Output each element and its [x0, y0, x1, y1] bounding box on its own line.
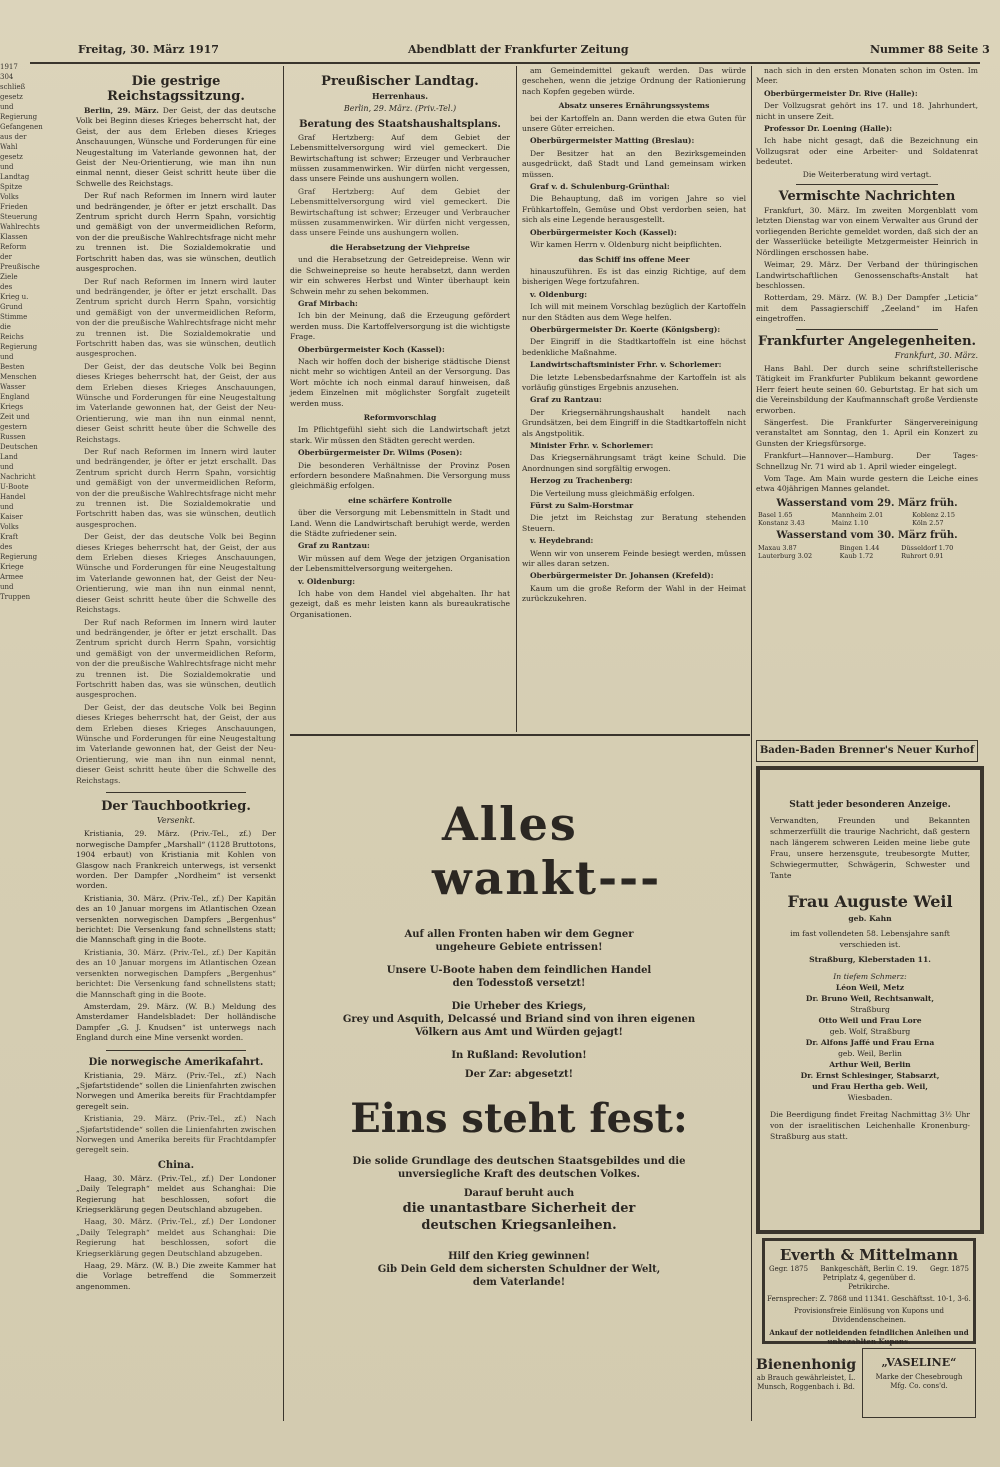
column-news — [756, 66, 978, 730]
article-paragraph: Weimar, 29. März. Der Verband der thüringischen Landwirtschaftlichen Genossenschafts-Anstalt hat beschlossen. — [756, 260, 978, 290]
article-paragraph: Der Ruf nach Reformen im Innern wird lauter und bedrängender, je öfter er jetzt erschallt. Das Zentrum spricht durch Herrn Spahn, vorsichtig und gemäßigt von der unvermeidlichen Reform, von der die preußische Wahlrechtsfrage nicht mehr zu trennen ist. Die Sozialdemokratie und Fortschritt haben das, was sie wünschen, deutlich ausgesprochen. — [76, 447, 276, 529]
article-title-reichstag: Die gestrige Reichstagssitzung. — [107, 74, 245, 104]
founded-label: Gegr. 1875 — [929, 1265, 969, 1273]
mourner: Dr. Alfons Jaffé und Frau Erna — [805, 1038, 935, 1047]
section-heading: Absatz unseres Ernährungssystems — [558, 101, 710, 111]
article-paragraph: Der Geist, der das deutsche Volk bei Beginn dieses Krieges beherrscht hat, der Geist, der aus dem Erleben dieses Krieges Anschauungen, Wünsche und Forderungen für eine Neugestaltung im Vaterlande gewonnen hat, der Geist der Neu-Orientierung, wie man ihn nun einmal nennt, dieser Geist schritt heute über die Schwelle des Reichstags. — [76, 106, 276, 188]
ad-line: Die solide Grundlage des deutschen Staatsgebildes und die — [352, 1156, 686, 1167]
article-paragraph: Nach wir hoffen doch der bisherige städtische Dienst nicht mehr so wichtigen Anteil an der Versorgung. Das Wort möchte ich noch einmal darauf hinweisen, daß jedem Einzelnen mit möglichster Sorgfalt zugeteilt werden muss. — [290, 356, 510, 408]
table-cell: Kaub 1.72 — [839, 551, 874, 560]
article-paragraph: nach sich in den ersten Monaten schon im Osten. Im Meer. — [756, 66, 978, 86]
ad-line: unversiegliche Kraft des deutschen Volkes. — [398, 1169, 640, 1180]
article-paragraph: Wir müssen auf dem Wege der jetzigen Organisation der Lebensmittelversorgung weitergehen. — [290, 553, 510, 574]
honey-advertisement — [756, 1346, 856, 1418]
water-level-title: Wasserstand vom 29. März früh. — [776, 497, 958, 509]
divider — [106, 1050, 246, 1051]
article-paragraph: Haag, 30. März. (Priv.-Tel., zf.) Der Londoner „Daily Telegraph“ meldet aus Schanghai: Die Regierung hat beschlossen, sofort die Kriegserklärung gegen Deutschland abzugeben. — [76, 1173, 276, 1214]
water-level-table — [756, 544, 978, 560]
mourner: geb. Wolf, Straßburg — [829, 1027, 911, 1036]
ad-line: In Rußland: Revolution! — [451, 1050, 587, 1061]
ad-line: Völkern aus Amt und Würden gejagt! — [415, 1027, 623, 1038]
article-title-tauchboot: Der Tauchbootkrieg. — [101, 799, 251, 814]
table-row — [756, 511, 978, 519]
bank-contact: Fernsprecher: Z. 7868 und 11341. Geschäftsst. 10-1, 3-6. — [767, 1295, 971, 1303]
speaker: Oberbürgermeister Dr. Johansen (Krefeld): — [530, 571, 714, 581]
mourner: Arthur Weil, Berlin — [829, 1060, 911, 1069]
article-paragraph: Kristiania, 29. März. (Priv.-Tel., zf.) Der norwegische Dampfer „Marshall“ (1128 Bruttotons, 1904 erbaut) von Kristiania mit Kohlen von Glasgow nach Frankreich unterwegs, ist versenkt worden. Der Dampfer „Nordheim“ ist versenkt worden. — [76, 829, 276, 891]
dateline: Frankfurt, 30. März. — [894, 350, 978, 360]
speaker: Oberbürgermeister Dr. Wilms (Posen): — [298, 448, 463, 458]
article-paragraph: Haag, 30. März. (Priv.-Tel., zf.) Der Londoner „Daily Telegraph“ meldet aus Schanghai: Die Regierung hat beschlossen, sofort die Kriegserklärung gegen Deutschland abzugeben. — [76, 1217, 276, 1258]
death-notice — [756, 766, 984, 1234]
speaker: v. Oldenburg: — [530, 289, 588, 299]
speaker: v. Oldenburg: — [298, 576, 356, 586]
article-paragraph: Ich will mit meinem Vorschlag bezüglich der Kartoffeln nur den Städten aus dem Wege helfen. — [522, 302, 746, 322]
article-paragraph: Ich bin der Meinung, daß die Erzeugung gefördert werden muss. Die Kartoffelversorgung ist die wichtigste Frage. — [290, 311, 510, 342]
article-paragraph: Der Besitzer hat an den Bezirksgemeinden ausgedrückt, daß Stadt und Land gemeinsam wirken müssen. — [522, 148, 746, 179]
table-cell: Mannheim 2.01 — [831, 511, 884, 520]
article-paragraph: und die Herabsetzung der Getreidepreise. Wenn wir die Schweinepreise so heute herabsetzt, dann werden wir ein schweres Herbst und Winter überhaupt kein Schwein mehr zu sehen bekommen. — [290, 255, 510, 296]
notice-mourning: In tiefem Schmerz: — [833, 972, 907, 981]
article-paragraph: Graf Hertzberg: Auf dem Gebiet der Lebensmittelversorgung wird viel gemeckert. Die Bewirtschaftung ist schwer; Erzeuger und Verbraucher müssen zusammenwirken. Wir dürfen nicht vergessen, dass unsere Feinde uns aushungern wollen. — [290, 186, 510, 238]
ad-line: Unsere U-Boote haben dem feindlichen Handel — [386, 965, 652, 976]
mourner: Dr. Bruno Weil, Rechtsanwalt, — [805, 994, 935, 1003]
notice-place: Straßburg, Kleberstaden 11. — [809, 955, 931, 964]
article-paragraph: Sängerfest. Die Frankfurter Sängervereinigung veranstaltet am Sonntag, den 1. April ein Konzert zu Gunsten der Kriegsfürsorge. — [756, 417, 978, 448]
article-paragraph: Wir kamen Herrn v. Oldenburg nicht beipflichten. — [530, 240, 722, 250]
ad-headline-alles: Alles — [442, 797, 578, 851]
article-subtitle: Versenkt. — [156, 816, 196, 825]
article-paragraph: Die besonderen Verhältnisse der Provinz Posen erfordern besondere Maßnahmen. Die Versorgung muss gleichmäßig erfolgen. — [290, 460, 510, 491]
section-heading: das Schiff ins offene Meer — [578, 254, 690, 264]
article-paragraph: Das Kriegsernährungsamt trägt keine Schuld. Die Anordnungen sind sorgfältig erwogen. — [522, 453, 746, 473]
speaker: Oberbürgermeister Koch (Kassel): — [530, 227, 677, 237]
article-paragraph: Kristiania, 30. März. (Priv.-Tel., zf.) Der Kapitän des an 10 Januar morgens im Atlantischen Ozean versenkten norwegischen Dampfers „Bergenhus“ berichtet: Die Versenkung fand schnellstens statt; die Mannschaft ging in die Boote. — [76, 947, 276, 999]
article-paragraph: Vom Tage. Am Main wurde gestern die Leiche eines etwa 40jährigen Mannes gelandet. — [756, 474, 978, 494]
article-paragraph: Graf Hertzberg: Auf dem Gebiet der Lebensmittelversorgung wird viel gemeckert. Die Bewirtschaftung ist schwer; Erzeuger und Verbraucher müssen zusammenwirken. Wir dürfen nicht vergessen, dass unsere Feinde uns aushungern wollen. — [290, 132, 510, 184]
table-cell: Mainz 1.10 — [831, 519, 869, 528]
speaker: Landwirtschaftsminister Frhr. v. Schorlemer: — [530, 360, 722, 370]
header-date: Freitag, 30. März 1917 — [78, 43, 219, 56]
kurhof-text: Baden-Baden Brenner's Neuer Kurhof — [759, 745, 975, 756]
article-paragraph: Wenn wir von unserem Feinde besiegt werden, müssen wir alles daran setzen. — [522, 548, 746, 569]
article-subtitle-herrenhaus: Herrenhaus. — [371, 91, 429, 101]
article-paragraph: am Gemeindemittel gekauft werden. Das würde geschehen, wenn die jetzige Ordnung der Rationierung nach Kopfen gegeben würde. — [522, 66, 746, 96]
speaker: v. Heydebrand: — [530, 536, 594, 546]
water-level-table — [756, 511, 978, 527]
everth-mittelmann-advertisement — [762, 1238, 976, 1344]
article-paragraph: Der Geist, der das deutsche Volk bei Beginn dieses Krieges beherrscht hat, der Geist, der aus dem Erleben dieses Krieges Anschauungen, Wünsche und Forderungen für eine Neugestaltung im Vaterlande gewonnen hat, der Geist der Neu-Orientierung, wie man ihn nun einmal nennt, dieser Geist schritt heute über die Schwelle des Reichstags. — [76, 702, 276, 785]
ad-line: die unantastbare Sicherheit der — [402, 1201, 636, 1216]
column-landtag — [290, 70, 510, 730]
ad-line: Gib Dein Geld dem sichersten Schuldner der Welt, — [377, 1264, 661, 1275]
article-paragraph: Frankfurt, 30. März. Im zweiten Morgenblatt vom letzten Dienstag war von einem Verwalter aus Grund der vorliegenden Berichte gemeldet worden, daß sich der an der Wasserlücke beteiligte Metzgermeister Heinrich in Nördlingen erschossen habe. — [756, 206, 978, 257]
divider — [106, 792, 246, 793]
article-paragraph: Frankfurt—Hannover—Hamburg. Der Tages-Schnellzug Nr. 71 wird ab 1. April wieder eingelegt. — [756, 451, 978, 471]
page-header — [0, 40, 1000, 62]
article-paragraph: Der Ruf nach Reformen im Innern wird lauter und bedrängender, je öfter er jetzt erschallt. Das Zentrum spricht durch Herrn Spahn, vorsichtig und gemäßigt von der unvermeidlichen Reform, von der die preußische Wahlrechtsfrage nicht mehr zu trennen ist. Die Sozialdemokratie und Fortschritt haben das, was sie wünschen, deutlich ausgesprochen. — [76, 191, 276, 274]
table-cell: Basel 1.65 — [758, 511, 793, 520]
ad-line: dem Vaterlande! — [472, 1277, 566, 1288]
notice-intro: Statt jeder besonderen Anzeige. — [789, 800, 951, 810]
article-title-vermischte: Vermischte Nachrichten — [778, 189, 956, 205]
ad-line: ungeheure Gebiete entrissen! — [435, 942, 603, 953]
article-paragraph: Im Pflichtgefühl sieht sich die Landwirtschaft jetzt stark. Wir müssen den Städten gerecht werden. — [290, 425, 510, 445]
speaker: Minister Frhr. v. Schorlemer: — [530, 441, 654, 450]
mourner: Dr. Ernst Schlesinger, Stabsarzt, — [800, 1071, 940, 1080]
section-heading: eine schärfere Kontrolle — [348, 495, 452, 505]
article-paragraph: Amsterdam, 29. März. (W. B.) Meldung des Amsterdamer Handelsbladet: Der holländische Dampfer „G. J. Knudsen“ ist unterwegs nach England durch eine Mine versenkt worden. — [76, 1001, 276, 1043]
speaker: Fürst zu Salm-Horstmar — [530, 501, 634, 511]
speaker: Oberbürgermeister Matting (Breslau): — [530, 136, 695, 146]
war-loan-advertisement — [292, 740, 746, 1420]
mourner: Wiesbaden. — [847, 1093, 893, 1102]
table-cell: Ruhrort 0.91 — [901, 551, 944, 560]
article-paragraph: Der Ruf nach Reformen im Innern wird lauter und bedrängender, je öfter er jetzt erschallt. Das Zentrum spricht durch Herrn Spahn, vorsichtig und gemäßigt von der unvermeidlichen Reform, von der die preußische Wahlrechtsfrage nicht mehr zu trennen ist. Die Sozialdemokratie und Fortschritt haben das, was sie wünschen, deutlich ausgesprochen. — [76, 617, 276, 700]
table-cell: Düsseldorf 1.70 — [901, 543, 954, 552]
deceased-name: Frau Auguste Weil — [787, 892, 953, 911]
article-paragraph: Ich habe nicht gesagt, daß die Bezeichnung ein Vollzugsrat oder eine Arbeiter- und Soldatenrat bedeutet. — [756, 136, 978, 167]
speaker: Herzog zu Trachenberg: — [530, 476, 633, 486]
article-paragraph: Die letzte Lebensbedarfsnahme der Kartoffeln ist als vorläufig günstiges Ergebnis anzusehen. — [522, 372, 746, 392]
article-paragraph: Rotterdam, 29. März. (W. B.) Der Dampfer „Leticia“ mit dem Passagierschiff „Zeeland“ im Hafen eingetroffen. — [756, 293, 978, 324]
section-heading: Beratung des Staatshaushaltsplans. — [299, 118, 501, 130]
table-cell: Konstanz 3.43 — [758, 519, 805, 528]
speaker: Oberbürgermeister Dr. Rive (Halle): — [764, 88, 918, 98]
section-heading: die Herabsetzung der Viehpreise — [330, 242, 470, 252]
vaseline-title: „VASELINE“ — [881, 1356, 957, 1369]
bank-address: Bankgeschäft, Berlin C. 19. Petriplatz 4, gegenüber d. Petrikirche. — [820, 1265, 918, 1291]
mourner: Otto Weil und Frau Lore — [818, 1016, 922, 1025]
column-landtag-continued — [522, 66, 746, 730]
honey-title: Bienenhonig — [756, 1357, 857, 1373]
notice-text: im fast vollendeten 58. Lebensjahre sanft verschieden ist. — [790, 929, 950, 949]
article-paragraph: über die Versorgung mit Lebensmitteln in Stadt und Land. Wenn die Landwirtschaft beruhigt werde, werden die Städte zufriedener sein. — [290, 508, 510, 539]
speaker: Graf zu Rantzau: — [298, 541, 370, 551]
notice-text: Verwandten, Freunden und Bekannten schmerzerfüllt die traurige Nachricht, daß gestern nach längerem schweren Leiden meine liebe gute Frau, unsere herzensgute, treubesorgte Mutter, Schwiegermutter, Schwägerin, Schwester und Tante — [770, 816, 970, 880]
column-divider-1 — [283, 66, 284, 1421]
ad-line: den Todesstoß versetzt! — [452, 978, 586, 989]
ad-line: Auf allen Fronten haben wir dem Gegner — [404, 929, 634, 940]
article-paragraph: Die jetzt im Reichstag zur Beratung stehenden Steuern. — [522, 513, 746, 533]
edge-text: 1917 304 schließ gesetz und Regierung Gefangenen aus der Wahl gesetz und Landtag Spitze Volks Frieden Steuerung Wahlrechts Klassen Reform der Preußische Ziele des Krieg u. Grund Stimme die Reichs Regierung und Besten Menschen Wasser England Kriegs Zeit und gestern Russen Deutschen Land und Nachricht U-Boote Handel und Kaiser Volks Kraft des Regierung Kriege Armee und Truppen — [0, 63, 43, 601]
mourner: und Frau Hertha geb. Weil, — [812, 1082, 928, 1091]
table-row — [756, 544, 978, 552]
header-rule — [30, 62, 980, 64]
ad-headline-wankt: wankt--- — [432, 851, 662, 905]
ad-line: Der Zar: abgesetzt! — [464, 1069, 574, 1080]
table-cell: Lauterburg 3.02 — [758, 551, 813, 560]
table-row — [756, 519, 978, 527]
bank-service: Provisionsfreie Einlösung von Kupons und Dividendenscheinen. — [794, 1307, 944, 1324]
vaseline-advertisement — [862, 1348, 976, 1418]
article-paragraph: Kristiania, 30. März. (Priv.-Tel., zf.) Der Kapitän des an 10 Januar morgens im Atlantischen Ozean versenkten norwegischen Dampfers „Bergenhus“ berichtet: Die Versenkung fand schnellstens statt; die Mannschaft ging in die Boote. — [76, 893, 276, 945]
article-title-frankfurter: Frankfurter Angelegenheiten. — [757, 333, 977, 349]
speaker: Graf Mirbach: — [298, 298, 358, 308]
ad-line: Hilf den Krieg gewinnen! — [448, 1251, 590, 1262]
speaker: Oberbürgermeister Koch (Kassel): — [298, 344, 445, 354]
water-level-title: Wasserstand vom 30. März früh. — [776, 530, 958, 542]
article-title-china: China. — [157, 1159, 195, 1171]
section-heading: Reformvorschlag — [363, 412, 437, 422]
column-divider-3 — [751, 66, 752, 1421]
table-row — [756, 552, 978, 560]
article-paragraph: Der Geist, der das deutsche Volk bei Beginn dieses Krieges beherrscht hat, der Geist, der aus dem Erleben dieses Krieges Anschauungen, Wünsche und Forderungen für eine Neugestaltung im Vaterlande gewonnen hat, der Geist der Neu-Orientierung, wie man ihn nun einmal nennt, dieser Geist schritt heute über die Schwelle des Reichstags. — [76, 361, 276, 444]
kurhof-advertisement — [756, 740, 978, 762]
notice-funeral: Die Beerdigung findet Freitag Nachmittag 3½ Uhr von der israelitischen Leichenhalle Kronenburg-Straßburg aus statt. — [770, 1110, 970, 1141]
column-divider-2 — [516, 66, 517, 732]
article-paragraph: Die Verteilung muss gleichmäßig erfolgen. — [530, 488, 695, 498]
article-paragraph: Die Behauptung, daß im vorigen Jahre so viel Frühkartoffeln, Gemüse und Obst verdorben seien, hat sich als eine Legende herausgestellt. — [522, 194, 746, 225]
article-paragraph: bei der Kartoffeln an. Dann werden die etwa Guten für unsere Güter erreichen. — [522, 113, 746, 134]
speaker: Oberbürgermeister Dr. Koerte (Königsberg): — [530, 324, 721, 334]
header-issue: Nummer 88 Seite 3 — [870, 43, 990, 56]
article-paragraph: Der Ruf nach Reformen im Innern wird lauter und bedrängender, je öfter er jetzt erschallt. Das Zentrum spricht durch Herrn Spahn, vorsichtig und gemäßigt von der unvermeidlichen Reform, von der die preußische Wahlrechtsfrage nicht mehr zu trennen ist. Die Sozialdemokratie und Fortschritt haben das, was sie wünschen, deutlich ausgesprochen. — [76, 276, 276, 359]
speaker: Professor Dr. Loening (Halle): — [764, 124, 893, 134]
bank-name: Everth & Mittelmann — [779, 1246, 959, 1264]
dateline: Berlin, 29. März. (Priv.-Tel.) — [343, 104, 457, 114]
divider — [796, 184, 938, 185]
previous-page-edge — [0, 62, 43, 1422]
mourner: geb. Weil, Berlin — [838, 1049, 902, 1058]
article-paragraph: Kristiania, 29. März. (Priv.-Tel., zf.) Nach „Sjøfartstidende“ sollen die Linienfahrten zwischen Norwegen und Amerika bereits für Frachtdampfer geregelt sein. — [76, 1070, 276, 1111]
divider — [796, 329, 938, 330]
table-cell: Bingen 1.44 — [839, 543, 880, 552]
honey-text: ab Brauch gewährleistet, L. Munsch, Roggenbach i. Bd. — [756, 1374, 856, 1391]
article-paragraph: Der Kriegsernährungshaushalt handelt nach Grundsätzen, bei dem Eingriff in die Stadtkartoffeln nicht als Angstpolitik. — [522, 407, 746, 438]
article-title-landtag: Preußischer Landtag. — [321, 74, 479, 89]
article-paragraph: Der Vollzugsrat gehört ins 17. und 18. Jahrhundert, nicht in unsere Zeit. — [756, 101, 978, 121]
article-paragraph: hinauszuführen. Es ist das einzig Richtige, auf dem bisherigen Wege fortzufahren. — [522, 266, 746, 287]
article-paragraph: Die Weiterberatung wird vertagt. — [802, 169, 932, 179]
founded-label: Gegr. 1875 — [769, 1265, 809, 1273]
article-paragraph: Hans Bahl. Der durch seine schriftstellerische Tätigkeit im Frankfurter Publikum bekannt gewordene Herr feiert heute seinen 60. Geburtstag. Er hat sich um die Vereinsbildung der Kaufmannschaft große Verdienste erworben. — [756, 363, 978, 415]
vaseline-text: Marke der Chesebrough Mfg. Co. cons'd. — [875, 1373, 963, 1390]
article-paragraph: Kaum um die große Reform der Wahl in der Heimat zurückzukehren. — [522, 583, 746, 604]
deceased-born: geb. Kahn — [848, 914, 892, 923]
article-title-amerikafahrt: Die norwegische Amerikafahrt. — [88, 1056, 264, 1068]
speaker: Graf zu Rantzau: — [530, 395, 602, 405]
mourner: Léon Weil, Metz — [835, 983, 905, 992]
article-paragraph: Der Geist, der das deutsche Volk bei Beginn dieses Krieges beherrscht hat, der Geist, der aus dem Erleben dieses Krieges Anschauungen, Wünsche und Forderungen für eine Neugestaltung im Vaterlande gewonnen hat, der Geist der Neu-Orientierung, wie man ihn nun einmal nennt, dieser Geist schritt heute über die Schwelle des Reichstags. — [76, 532, 276, 615]
table-cell: Köln 2.57 — [912, 519, 944, 528]
ad-top-rule — [290, 734, 750, 736]
mourner: Straßburg — [850, 1005, 890, 1014]
ad-line: Darauf beruht auch — [463, 1188, 575, 1199]
ad-headline-eins-steht-fest: Eins steht fest: — [350, 1095, 688, 1142]
ad-line: deutschen Kriegsanleihen. — [421, 1218, 617, 1233]
bank-extra: Ankauf der notleidenden feindlichen Anleihen und unbezahlten Kupons. — [769, 1328, 969, 1346]
article-paragraph: Der Eingriff in die Stadtkartoffeln ist eine höchst bedenkliche Maßnahme. — [522, 337, 746, 357]
article-paragraph: Ich habe von dem Handel viel abgehalten. Ihr hat gezeigt, daß es mehr leisten kann als bureaukratische Organisationen. — [290, 589, 510, 619]
speaker: Graf v. d. Schulenburg-Grünthal: — [530, 182, 670, 192]
article-paragraph: Haag, 29. März. (W. B.) Die zweite Kammer hat die Vorlage betreffend die Sommerzeit angenommen. — [76, 1261, 276, 1291]
column-reichstag — [76, 70, 276, 1420]
ad-line: Die Urheber des Kriegs, — [451, 1001, 587, 1012]
dateline: Berlin, 29. März. — [84, 106, 159, 115]
ad-line: Grey und Asquith, Delcassé und Briand sind von ihren eigenen — [342, 1014, 696, 1025]
article-paragraph: Kristiania, 29. März. (Priv.-Tel., zf.) Nach „Sjøfartstidende“ sollen die Linienfahrten zwischen Norwegen und Amerika bereits für Frachtdampfer geregelt sein. — [76, 1114, 276, 1155]
header-edition: Abendblatt der Frankfurter Zeitung — [408, 43, 629, 56]
table-cell: Koblenz 2.15 — [912, 511, 956, 520]
table-cell: Maxau 3.87 — [758, 543, 797, 552]
